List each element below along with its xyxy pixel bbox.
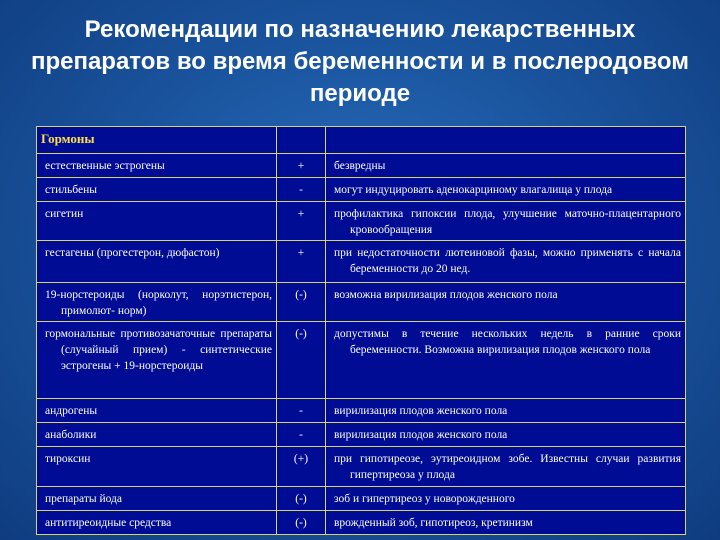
table-row <box>37 178 686 202</box>
slide-title: Рекомендации по назначению лекарственных препаратов во время беременности и в послеродовом периоде <box>30 16 690 107</box>
safety-mark: + <box>297 247 305 259</box>
drug-name: естественные эстрогены <box>45 160 165 172</box>
drug-name-cell <box>37 241 277 283</box>
drug-name-cell <box>37 487 277 511</box>
note-cell <box>326 283 686 322</box>
table-row <box>37 487 686 511</box>
note-cell <box>326 178 686 202</box>
safety-mark-cell <box>277 241 326 283</box>
safety-mark-cell <box>277 283 326 322</box>
drug-name: антитиреоидные средства <box>45 517 172 529</box>
drug-name-cell <box>37 178 277 202</box>
drug-name: гестагены (прогестерон, дюфастон) <box>45 247 220 259</box>
safety-mark: + <box>297 160 305 172</box>
note-cell <box>326 241 686 283</box>
table-row <box>37 322 686 399</box>
note: безвредны <box>334 160 386 172</box>
safety-mark-cell <box>277 154 326 178</box>
safety-mark: (-) <box>295 289 307 301</box>
safety-mark: + <box>297 208 305 220</box>
table-row <box>37 511 686 535</box>
safety-mark-cell <box>277 423 326 447</box>
note-cell <box>326 511 686 535</box>
drug-name: 19-норстероиды (норколут, норэтистерон, примолют- норм) <box>45 289 272 317</box>
drug-name: препараты йода <box>45 493 122 505</box>
table-row <box>37 241 686 283</box>
drug-name: стильбены <box>45 184 97 196</box>
note: врожденный зоб, гипотиреоз, кретинизм <box>334 517 533 529</box>
table-row <box>37 154 686 178</box>
note: возможна вирилизация плодов женского пола <box>334 289 558 301</box>
drug-name-cell <box>37 511 277 535</box>
drug-name: сигетин <box>45 208 84 220</box>
drug-name: андрогены <box>45 405 98 417</box>
note: зоб и гипертиреоз у новорожденного <box>334 493 515 505</box>
drug-name-cell <box>37 202 277 241</box>
safety-mark: (-) <box>295 493 307 505</box>
safety-mark-cell <box>277 178 326 202</box>
table-row <box>37 283 686 322</box>
note-cell <box>326 202 686 241</box>
drug-table <box>36 126 686 535</box>
table-row <box>37 423 686 447</box>
drug-name: тироксин <box>45 453 91 465</box>
safety-mark-cell <box>277 511 326 535</box>
safety-mark: - <box>299 429 303 441</box>
drug-name: гормональные противозачаточные препараты (случайный прием) - синтетические эстрогены + 19-норстероиды <box>45 328 272 372</box>
drug-name-cell <box>37 423 277 447</box>
section-header-row <box>37 127 686 154</box>
section-title: Гормоны <box>37 127 277 154</box>
empty-cell <box>277 127 326 154</box>
safety-mark: - <box>299 184 303 196</box>
note-cell <box>326 423 686 447</box>
safety-mark-cell <box>277 399 326 423</box>
note: вирилизация плодов женского пола <box>334 405 508 417</box>
note: профилактика гипоксии плода, улучшение маточно-плацентарного кровообращения <box>334 208 681 236</box>
safety-mark: (-) <box>295 517 307 529</box>
safety-mark-cell <box>277 447 326 487</box>
table-row <box>37 447 686 487</box>
safety-mark: (+) <box>293 453 309 465</box>
note: могут индуцировать аденокарциному влагалища у плода <box>334 184 613 196</box>
note-cell <box>326 447 686 487</box>
safety-mark-cell <box>277 322 326 399</box>
drug-name-cell <box>37 399 277 423</box>
note-cell <box>326 487 686 511</box>
note: вирилизация плодов женского пола <box>334 429 508 441</box>
safety-mark-cell <box>277 202 326 241</box>
drug-name-cell <box>37 283 277 322</box>
note-cell <box>326 322 686 399</box>
note: при гипотиреозе, эутиреоидном зобе. Известны случаи развития гипертиреоза у плода <box>334 453 681 481</box>
table-row <box>37 399 686 423</box>
drug-name-cell <box>37 322 277 399</box>
safety-mark-cell <box>277 487 326 511</box>
note-cell <box>326 154 686 178</box>
drug-name-cell <box>37 154 277 178</box>
note-cell <box>326 399 686 423</box>
drug-name: анаболики <box>45 429 97 441</box>
drug-name-cell <box>37 447 277 487</box>
safety-mark: - <box>299 405 303 417</box>
safety-mark: (-) <box>295 328 307 340</box>
note: допустимы в течение нескольких недель в ранние сроки беременности. Возможна вирилизация плодов женского пола <box>334 328 681 356</box>
empty-cell <box>326 127 686 154</box>
table-row <box>37 202 686 241</box>
note: при недостаточности лютеиновой фазы, можно применять с начала беременности до 20 нед. <box>334 247 681 275</box>
